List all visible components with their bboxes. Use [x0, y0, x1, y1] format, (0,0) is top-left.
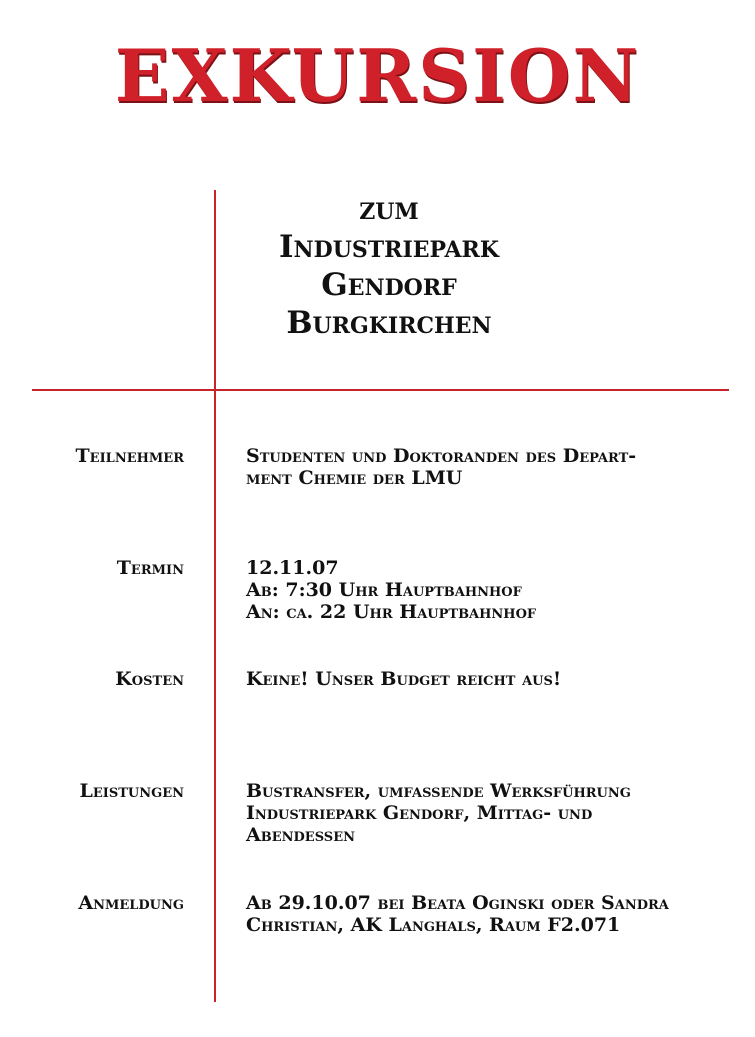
value-line: Ab: 7:30 Uhr Hauptbahnhof	[246, 579, 522, 601]
row-value	[246, 892, 716, 936]
value-line: Studenten und Doktoranden des Depart-	[246, 445, 637, 467]
row-value	[246, 445, 716, 489]
subtitle-line: Industriepark	[279, 229, 499, 265]
value-line: Ab 29.10.07 bei Beata Oginski oder Sandra	[246, 892, 669, 914]
row-label: Teilnehmer	[75, 445, 184, 467]
subtitle-line: zum	[359, 191, 419, 227]
value-line: ment Chemie der LMU	[246, 467, 463, 489]
subtitle-line: Gendorf	[321, 267, 457, 303]
row-value	[246, 557, 716, 623]
row-value	[246, 668, 716, 690]
value-line: Keine! Unser Budget reicht aus!	[246, 668, 562, 690]
subtitle-block	[216, 190, 562, 342]
row-value	[246, 780, 716, 846]
row-label: Kosten	[115, 668, 184, 690]
row-label: Anmeldung	[78, 892, 184, 914]
value-line: Christian, AK Langhals, Raum F2.071	[246, 914, 621, 936]
row-label: Leistungen	[79, 780, 184, 802]
value-line: Abendessen	[246, 824, 355, 846]
value-line: Bustransfer, umfassende Werksführung	[246, 780, 631, 802]
row-label: Termin	[116, 557, 184, 579]
value-line: 12.11.07	[246, 557, 339, 579]
page-title: EXKURSION	[114, 33, 641, 118]
horizontal-divider	[32, 389, 729, 391]
subtitle-line: Burgkirchen	[286, 305, 492, 341]
value-line: Industriepark Gendorf, Mittag- und	[246, 802, 593, 824]
value-line: An: ca. 22 Uhr Hauptbahnhof	[246, 601, 537, 623]
